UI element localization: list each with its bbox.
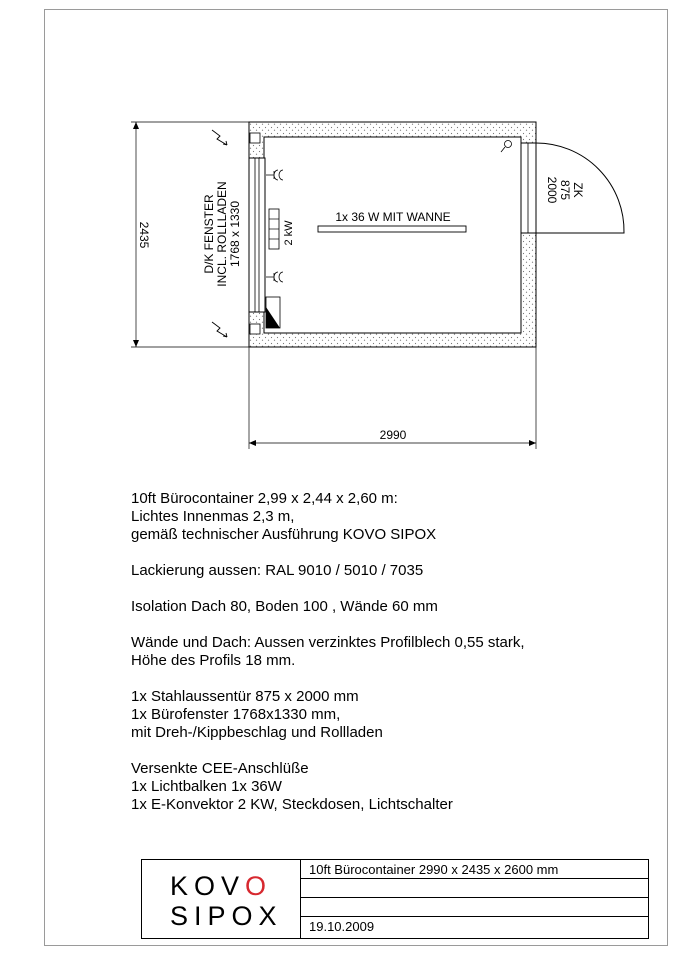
spec-paragraph-walls xyxy=(131,634,651,670)
spec-line: 1x Stahlaussentür 875 x 2000 mm xyxy=(131,688,359,705)
spec-paragraph-paint xyxy=(131,562,651,580)
spec-line: Lichtes Innenmas 2,3 m, xyxy=(131,508,295,525)
title-row-date: 19.10.2009 xyxy=(309,919,375,934)
door-label-line2: 875 xyxy=(558,179,572,201)
spec-line: Wände und Dach: Aussen verzinktes Profilblech 0,55 stark, xyxy=(131,634,525,651)
spec-line: Isolation Dach 80, Boden 100 , Wände 60 mm xyxy=(131,598,438,615)
heater-label: 2 kW xyxy=(283,220,295,246)
spec-line: 1x Lichtbalken 1x 36W xyxy=(131,778,282,795)
spec-line: 10ft Bürocontainer 2,99 x 2,44 x 2,60 m: xyxy=(131,490,398,507)
window-opening xyxy=(249,158,265,312)
company-logo xyxy=(142,860,301,938)
spec-line: Lackierung aussen: RAL 9010 / 5010 / 7035 xyxy=(131,562,424,579)
door-label-line3: 2000 xyxy=(545,176,559,204)
spec-paragraph-electrical xyxy=(131,760,651,814)
title-row-description: 10ft Bürocontainer 2990 x 2435 x 2600 mm xyxy=(301,860,649,879)
spec-paragraph-dimensions xyxy=(131,490,651,544)
spec-line: Höhe des Profils 18 mm. xyxy=(131,652,296,669)
spec-paragraph-insulation xyxy=(131,598,651,616)
window-label-line2: INCL. ROLLLADEN xyxy=(215,181,229,287)
light-bar xyxy=(318,226,466,232)
light-switch-icon xyxy=(505,141,512,148)
power-entry-icon xyxy=(212,130,227,145)
depth-dimension-label: 2435 xyxy=(137,221,151,249)
title-block xyxy=(141,859,649,939)
door-opening xyxy=(521,143,536,233)
spec-line: mit Dreh-/Kippbeschlag und Rollladen xyxy=(131,724,383,741)
spec-paragraph-openings xyxy=(131,688,651,742)
window-label-line3: 1768 x 1330 xyxy=(228,200,242,268)
door-label-line1: ZK xyxy=(571,182,585,198)
floor-plan xyxy=(0,0,676,470)
spec-line: Versenkte CEE-Anschlüße xyxy=(131,760,309,777)
window-label-line1: D/K FENSTER xyxy=(202,194,216,274)
width-dimension-label: 2990 xyxy=(379,428,407,442)
power-entry-icon xyxy=(212,322,227,337)
spec-line: gemäß technischer Ausführung KOVO SIPOX xyxy=(131,526,437,543)
logo-line-kovo: KOVO xyxy=(170,871,273,901)
logo-line-sipox: SIPOX xyxy=(170,901,283,931)
spec-line: 1x E-Konvektor 2 KW, Steckdosen, Lichtschalter xyxy=(131,796,453,813)
title-row-empty xyxy=(301,879,649,898)
light-bar-label: 1x 36 W MIT WANNE xyxy=(335,210,451,224)
title-row-empty xyxy=(301,898,649,917)
specification-text xyxy=(131,490,651,832)
spec-line: 1x Bürofenster 1768x1330 mm, xyxy=(131,706,341,723)
